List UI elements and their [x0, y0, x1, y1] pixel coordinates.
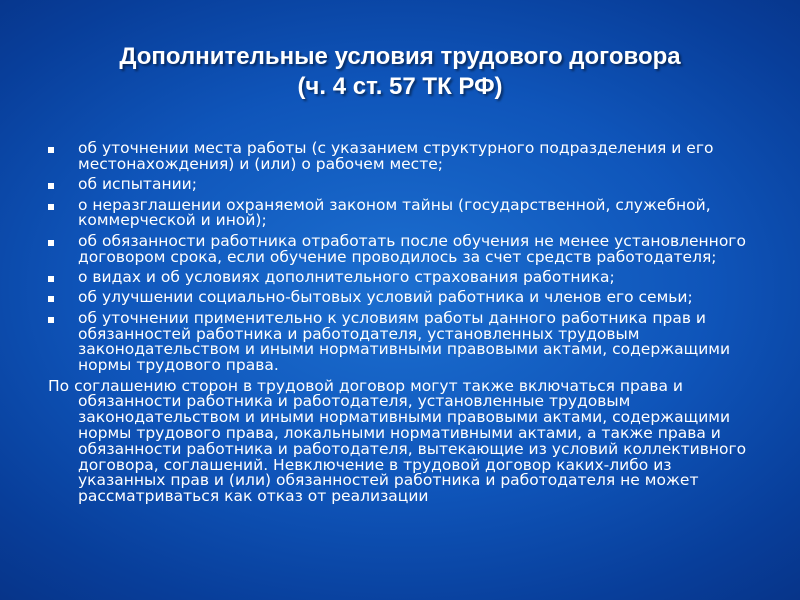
square-bullet-icon [48, 147, 54, 153]
square-bullet-icon [48, 317, 54, 323]
slide-title [40, 42, 760, 102]
slide-title-line-1: Дополнительные условия трудового договора [119, 43, 681, 70]
square-bullet-icon [48, 183, 54, 189]
bullet-text: об обязанности работника отработать после обучения не менее установленного договором срока, если обучение проводилось за счет средств работодателя; [78, 231, 746, 266]
bullet-item [48, 231, 758, 266]
bullet-item [48, 267, 758, 286]
square-bullet-icon [48, 276, 54, 282]
bullet-list [48, 141, 758, 374]
bullet-text: об уточнении места работы (с указанием структурного подразделения и его местонахождения) и (или) о рабочем месте; [78, 139, 714, 173]
bullet-item [48, 290, 758, 306]
square-bullet-icon [48, 296, 54, 302]
bullet-item [48, 308, 758, 375]
square-bullet-icon [48, 204, 54, 210]
bullet-item [48, 195, 758, 230]
slide-body [48, 141, 758, 505]
bullet-text: о видах и об условиях дополнительного страхования работника; [78, 267, 615, 286]
square-bullet-icon [48, 240, 54, 246]
bullet-text: об испытании; [78, 175, 197, 194]
slide-title-line-2: (ч. 4 ст. 57 ТК РФ) [297, 73, 503, 100]
bullet-text: об уточнении применительно к условиям работы данного работника прав и обязанностей работника и работодателя, установленных трудовым законодательством и иными нормативными правовыми актами, содержащими нормы трудового права. [78, 308, 731, 375]
bullet-item [48, 177, 758, 193]
bullet-text: об улучшении социально-бытовых условий работника и членов его семьи; [78, 288, 693, 307]
bullet-text: о неразглашении охраняемой законом тайны (государственной, служебной, коммерческой и иной); [78, 195, 711, 230]
bullet-item [48, 141, 758, 173]
body-paragraph: По соглашению сторон в трудовой договор могут также включаться права и обязанности работника и работодателя, установленные трудовым законодательством и иными нормативными правовыми актами, содержащими нормы трудового права, локальными нормативными актами, а также права и обязанности работника и работодателя, вытекающие из условий коллективного договора, соглашений. Невключение в трудовой договор каких-либо из указанных прав и (или) обязанностей работника и работодателя не может рассматриваться как отказ от реализации [48, 376, 747, 506]
